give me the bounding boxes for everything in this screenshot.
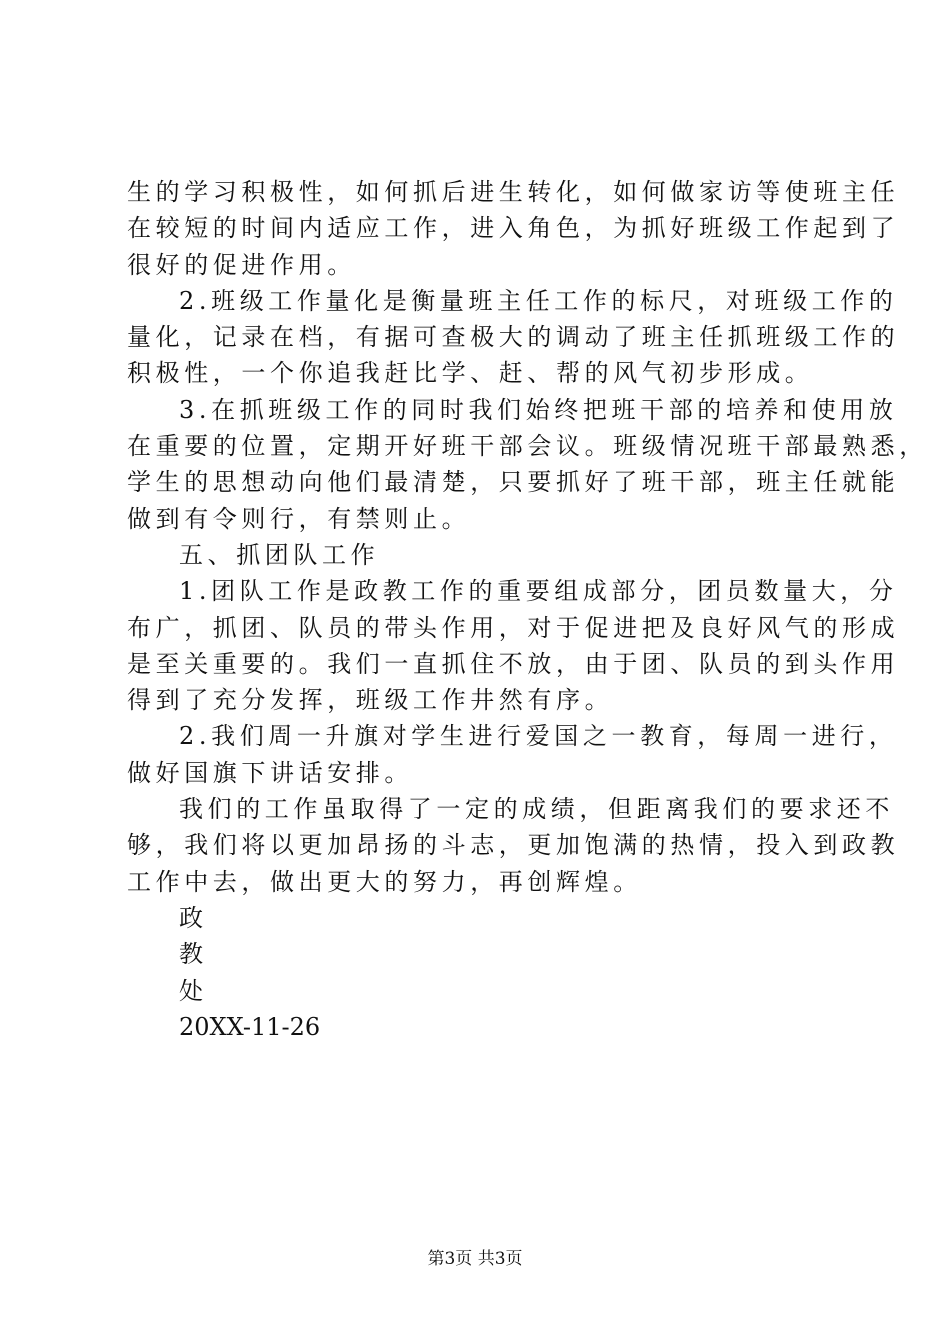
text-line: 3.在抓班级工作的同时我们始终把班干部的培养和使用放 xyxy=(179,395,898,424)
text-line: 做好国旗下讲话安排。 xyxy=(127,758,413,787)
text-line: 很好的促进作用。 xyxy=(127,250,356,279)
text-line: 学生的思想动向他们最清楚，只要抓好了班干部，班主任就能 xyxy=(127,468,900,497)
text-line: 2.班级工作量化是衡量班主任工作的标尺，对班级工作的 xyxy=(179,286,898,315)
text-line: 得到了充分发挥，班级工作井然有序。 xyxy=(127,686,614,715)
section-heading: 五、抓团队工作 xyxy=(179,540,380,569)
text-line: 布广，抓团、队员的带头作用，对于促进把及良好风气的形成 xyxy=(127,613,900,642)
text-line: 积极性，一个你追我赶比学、赶、帮的风气初步形成。 xyxy=(127,359,814,388)
page-footer: 第3页 共3页 xyxy=(427,1249,523,1269)
signature-char: 政 xyxy=(179,903,203,932)
text-line: 做到有令则行，有禁则止。 xyxy=(127,504,471,533)
text-line: 2.我们周一升旗对学生进行爱国之一教育，每周一进行， xyxy=(179,722,898,751)
text-line: 够，我们将以更加昂扬的斗志，更加饱满的热情，投入到政教 xyxy=(127,831,900,860)
document-body xyxy=(127,174,928,1045)
text-line: 是至关重要的。我们一直抓住不放，由于团、队员的到头作用 xyxy=(127,649,900,678)
text-line: 我们的工作虽取得了一定的成绩，但距离我们的要求还不 xyxy=(179,795,894,824)
text-line: 1.团队工作是政教工作的重要组成部分，团员数量大，分 xyxy=(179,577,898,606)
signature-char: 处 xyxy=(179,976,203,1005)
text-line: 生的学习积极性，如何抓后进生转化，如何做家访等使班主任 xyxy=(127,178,900,206)
signature-char: 教 xyxy=(179,940,203,969)
text-line: 工作中去，做出更大的努力，再创辉煌。 xyxy=(127,867,642,896)
text-line: 量化，记录在档，有据可查极大的调动了班主任抓班级工作的 xyxy=(127,323,900,352)
signature-date: 20XX-11-26 xyxy=(179,1012,321,1041)
text-line: 在重要的位置，定期开好班干部会议。班级情况班干部最熟悉， xyxy=(127,432,928,461)
text-line: 在较短的时间内适应工作，进入角色，为抓好班级工作起到了 xyxy=(127,214,900,243)
